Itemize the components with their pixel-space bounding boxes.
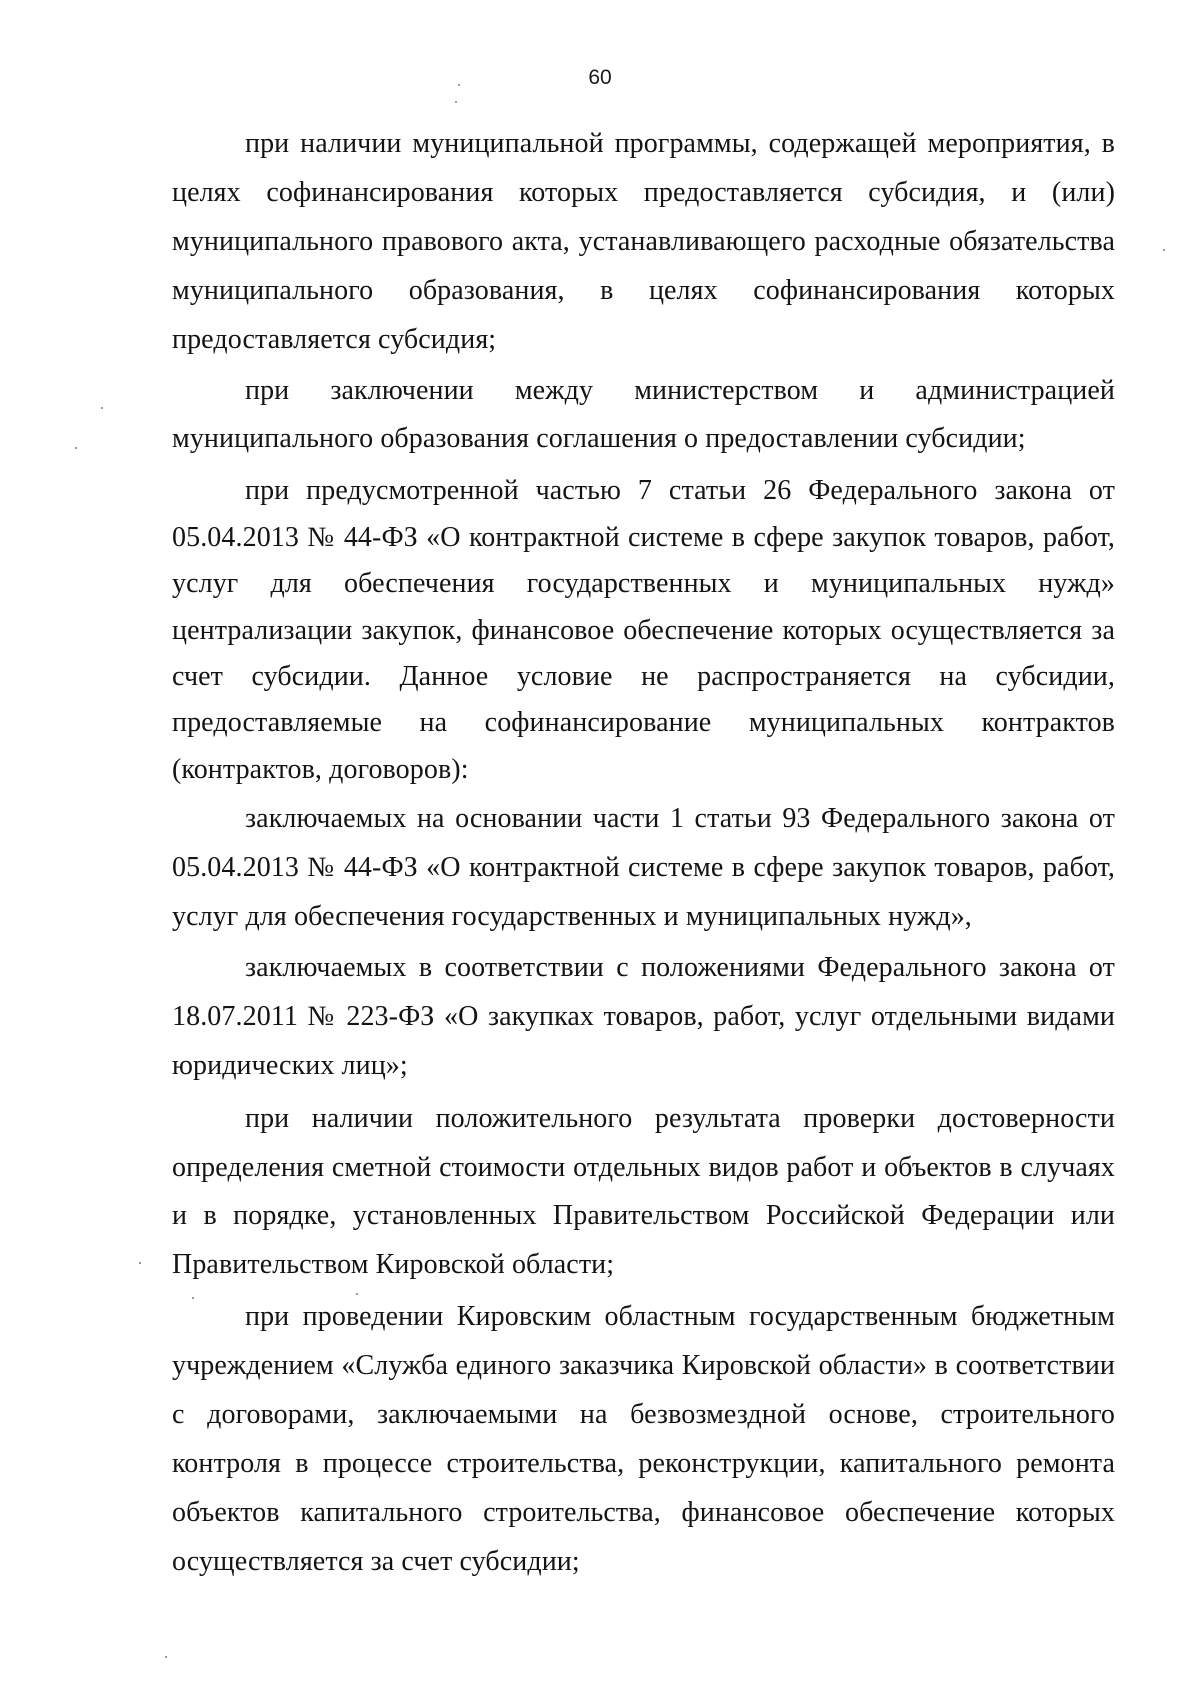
scan-speck	[455, 101, 457, 103]
scan-speck	[139, 1262, 141, 1264]
scan-speck	[1163, 249, 1165, 251]
paragraph-centralized-procurement: при предусмотренной частью 7 статьи 26 Федерального закона от 05.04.2013 № 44-ФЗ «О контрактной системе в сфере закупок товаров, работ, услуг для обеспечения государственных и муниципальных нужд» централизации закупок, финансовое обеспечение которых осуществляется за счет субсидии. Данное условие не распространяется на субсидии, предоставляемые на софинансирование муниципальных контрактов (контрактов, договоров):	[172, 475, 1115, 785]
page-number: 60	[588, 66, 612, 89]
paragraph-article-93: заключаемых на основании части 1 статьи 93 Федерального закона от 05.04.2013 № 44-ФЗ «О контрактной системе в сфере закупок товаров, работ, услуг для обеспечения государственных и муниципальных нужд»,	[172, 803, 1115, 932]
paragraph-cost-verification: при наличии положительного результата проверки достоверности определения сметной стоимости отдельных видов работ и объектов в случаях и в порядке, установленных Правительством Российской Федерации или Правительством Кировской области;	[172, 1102, 1115, 1281]
paragraph-agreement: при заключении между министерством и администрацией муниципального образования соглашения о предоставлении субсидии;	[172, 374, 1115, 455]
document-body	[172, 120, 1115, 1587]
scan-speck	[165, 1656, 167, 1658]
paragraph-municipal-program: при наличии муниципальной программы, содержащей мероприятия, в целях софинансирования которых предоставляется субсидия, и (или) муниципального правового акта, устанавливающего расходные обязательства муниципального образования, в целях софинансирования которых предоставляется субсидия;	[172, 128, 1115, 355]
scan-speck	[192, 1297, 194, 1299]
scan-speck	[356, 1293, 358, 1295]
scan-speck	[458, 84, 460, 86]
paragraph-construction-control: при проведении Кировским областным государственным бюджетным учреждением «Служба единого заказчика Кировской области» в соответствии с договорами, заключаемыми на безвозмездной основе, строительного контроля в процессе строительства, реконструкции, капитального ремонта объектов капитального строительства, финансовое обеспечение которых осуществляется за счет субсидии;	[172, 1301, 1115, 1577]
paragraph-223-fz: заключаемых в соответствии с положениями Федерального закона от 18.07.2011 № 223-ФЗ «О закупках товаров, работ, услуг отдельными видами юридических лиц»;	[172, 951, 1115, 1081]
scan-speck	[101, 407, 103, 409]
scan-speck	[75, 447, 77, 449]
